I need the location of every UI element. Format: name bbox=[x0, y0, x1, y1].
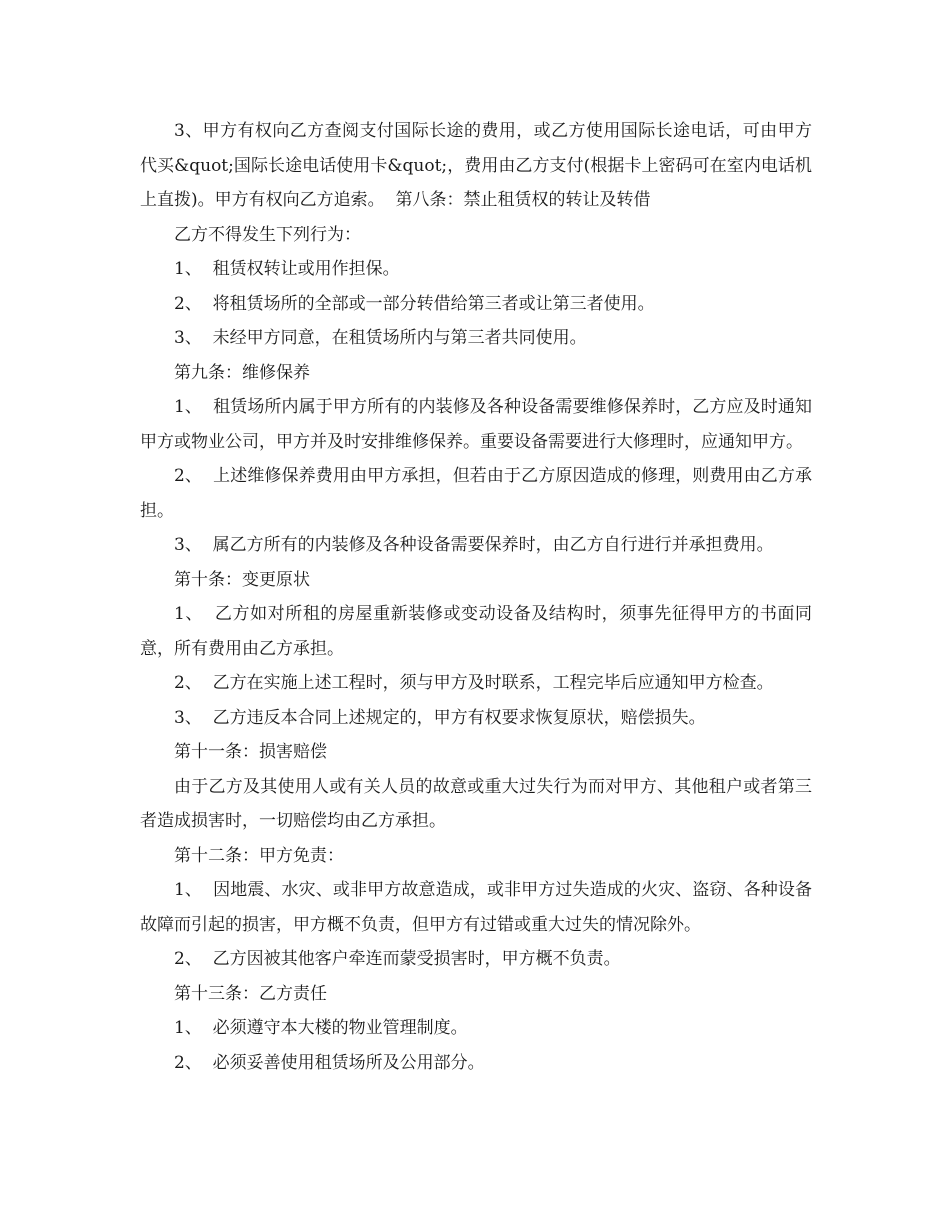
paragraph-alteration-item-2: 2、 乙方在实施上述工程时，须与甲方及时联系，工程完毕后应通知甲方检查。 bbox=[174, 673, 774, 693]
paragraph-responsibility-item-1: 1、 必须遵守本大楼的物业管理制度。 bbox=[174, 1018, 468, 1038]
document-body bbox=[140, 114, 812, 1080]
paragraph-international-call-fees: 3、甲方有权向乙方查阅支付国际长途的费用，或乙方使用国际长途电话，可由甲方代买&quot;国际长途电话使用卡&quot;，费用由乙方支付(根据卡上密码可在室内电话机上直拨)。甲方有权向乙方追索。 第八条：禁止租赁权的转让及转借 bbox=[140, 121, 812, 210]
paragraph-prohibited-acts-intro: 乙方不得发生下列行为： bbox=[174, 224, 361, 245]
paragraph-exemption-item-1: 1、 因地震、水灾、或非甲方故意造成，或非甲方过失造成的火灾、盗窃、各种设备故障而引起的损害，甲方概不负责，但甲方有过错或重大过失的情况除外。 bbox=[140, 880, 812, 935]
heading-article-11: 第十一条：损害赔偿 bbox=[174, 742, 327, 762]
paragraph-exemption-item-2: 2、 乙方因被其他客户牵连而蒙受损害时，甲方概不负责。 bbox=[174, 949, 621, 969]
paragraph-no-transfer-item-3: 3、 未经甲方同意，在租赁场所内与第三者共同使用。 bbox=[174, 328, 587, 348]
heading-article-12: 第十二条：甲方免责： bbox=[174, 845, 344, 866]
paragraph-damages: 由于乙方及其使用人或有关人员的故意或重大过失行为而对甲方、其他租户或者第三者造成损害时，一切赔偿均由乙方承担。 bbox=[140, 776, 812, 831]
paragraph-maintenance-item-1: 1、 租赁场所内属于甲方所有的内装修及各种设备需要维修保养时，乙方应及时通知甲方或物业公司，甲方并及时安排维修保养。重要设备需要进行大修理时，应通知甲方。 bbox=[140, 397, 812, 452]
heading-article-13: 第十三条：乙方责任 bbox=[174, 983, 327, 1004]
paragraph-alteration-item-3: 3、 乙方违反本合同上述规定的，甲方有权要求恢复原状，赔偿损失。 bbox=[174, 707, 706, 728]
heading-article-10: 第十条：变更原状 bbox=[174, 569, 310, 590]
paragraph-alteration-item-1: 1、 乙方如对所租的房屋重新装修或变动设备及结构时，须事先征得甲方的书面同意，所有费用由乙方承担。 bbox=[140, 604, 812, 659]
paragraph-no-transfer-item-1: 1、 租赁权转让或用作担保。 bbox=[174, 259, 400, 279]
paragraph-maintenance-item-2: 2、 上述维修保养费用由甲方承担，但若由于乙方原因造成的修理，则费用由乙方承担。 bbox=[140, 466, 812, 521]
paragraph-no-transfer-item-2: 2、 将租赁场所的全部或一部分转借给第三者或让第三者使用。 bbox=[174, 293, 655, 314]
heading-article-9: 第九条：维修保养 bbox=[174, 362, 310, 383]
paragraph-responsibility-item-2: 2、 必须妥善使用租赁场所及公用部分。 bbox=[174, 1052, 485, 1073]
paragraph-maintenance-item-3: 3、 属乙方所有的内装修及各种设备需要保养时，由乙方自行进行并承担费用。 bbox=[174, 535, 774, 555]
